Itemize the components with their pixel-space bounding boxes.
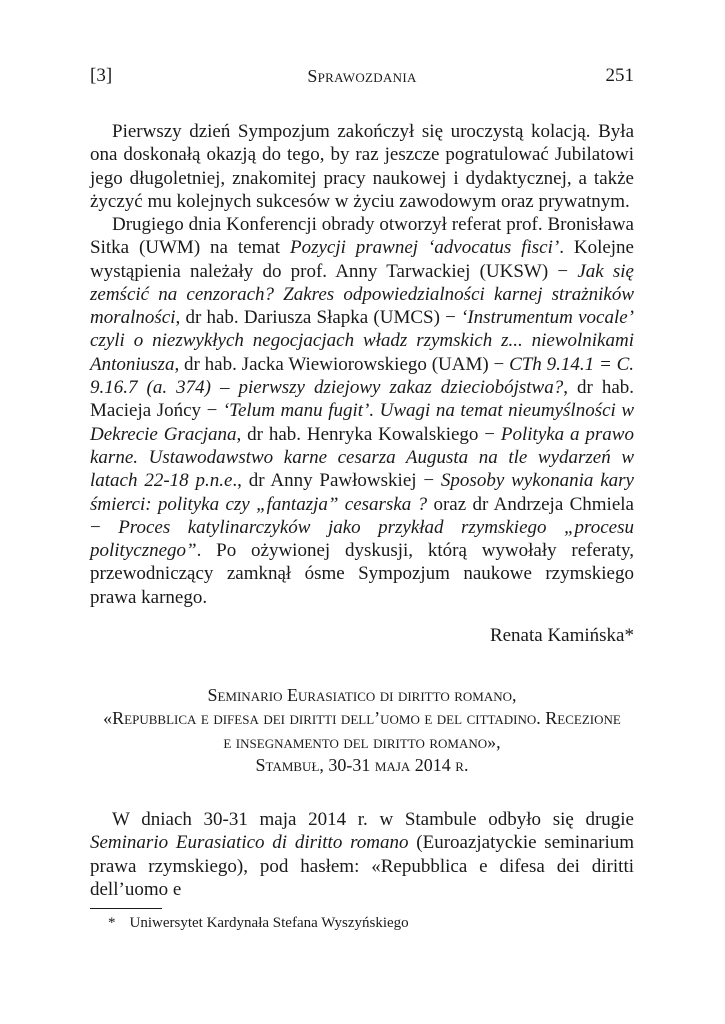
text-run: Drugiego dnia Konferencji obrady otworzył referat prof. Bronisława Sitka (UWM) na temat <box>90 214 634 259</box>
footnote-text: Uniwersytet Kardynała Stefana Wyszyńskiego <box>129 915 409 931</box>
paper-title: Jak się zemścić na cenzorach? Zakres odpowiedzialności karnej strażników moralności <box>90 260 634 329</box>
running-title: Sprawozdania <box>307 66 417 86</box>
paragraph-second-day <box>90 213 634 609</box>
paragraph-closing-dinner <box>90 120 634 213</box>
text-run: (Euroazjatyckie seminarium prawa rzymskiego), pod hasłem: «Repubblica e difesa dei diritti dell’uomo e <box>90 832 635 900</box>
footnote-mark: * <box>108 915 116 931</box>
paper-title: Sposoby wykonania kary śmierci: polityka czy „fantazja” cesarska ? <box>90 470 634 515</box>
paper-title: CTh 9.14.1 = C. 9.16.7 (a. 374) – pierwszy dziejowy zakaz dzieciobójstwa? <box>90 353 635 399</box>
paragraph-text <box>90 808 634 901</box>
paper-title: Pozycji prawnej ‘advocatus fisci’ <box>289 237 560 259</box>
text-run: , dr hab. Henryka Kowalskiego − <box>236 423 501 445</box>
section-number: [3] <box>90 65 113 86</box>
text-run: , dr hab. Macieja Jońcy − <box>90 377 635 422</box>
paper-title: Polityka a prawo karne. Ustawodawstwo karne cesarza Augusta na tle wydarzeń w latach 22-18 p.n.e <box>90 423 634 492</box>
section-heading <box>70 684 654 777</box>
text-run: , dr hab. Dariusza Słapka (UMCS) − <box>175 307 462 329</box>
text-run: . Kolejne wystąpienia należały do prof. Anny Tarwackiej (UKSW) − <box>90 237 634 282</box>
heading-line-4: Stambuł, 30-31 maja 2014 r. <box>255 754 469 775</box>
footnote-rule <box>90 908 162 909</box>
heading-line-1: Seminario Eurasiatico di diritto romano, <box>207 685 517 705</box>
text-run: W dniach 30-31 maja 2014 r. w Stambule odbyło się drugie <box>112 809 634 830</box>
heading-line-2: «Repubblica e difesa dei diritti dell’uomo e del cittadino. Recezione <box>103 708 621 729</box>
seminar-name: Seminario Eurasiatico di diritto romano <box>90 832 409 854</box>
paragraph-text <box>90 213 634 609</box>
text-run: , dr hab. Jacka Wiewiorowskiego (UAM) − <box>174 353 510 375</box>
paragraph-seminar <box>90 808 634 901</box>
running-header <box>90 64 634 88</box>
heading-line-3: e insegnamento del diritto romano», <box>223 731 501 752</box>
paper-title: ‘Instrumentum vocale’ czyli o niezwykłych negocjacjach władz rzymskich z... niewolnikami Antoniusza <box>90 307 634 375</box>
text-run: oraz dr Andrzeja Chmiela − <box>90 493 634 538</box>
paragraph-text: Pierwszy dzień Sympozjum zakończył się uroczystą kolacją. Była ona doskonałą okazją do tego, by raz jeszcze pogratulować Jubilatowi jego długoletniej, znakomitej pracy naukowej i dydaktycznej, a także życzyć mu kolejnych sukcesów w życiu zawodowym oraz prywatnym. <box>90 121 634 212</box>
author-signature: Renata Kamińska* <box>489 625 634 646</box>
text-run: ., dr Anny Pawłowskiej − <box>232 470 441 492</box>
paper-title: Proces katylinarczyków jako przykład rzymskiego „procesu politycznego” <box>90 516 634 562</box>
paper-title: ‘Telum manu fugit’. Uwagi na temat nieumyślności w Dekrecie Gracjana <box>90 400 635 445</box>
page-number: 251 <box>605 65 634 86</box>
footnote <box>108 913 409 933</box>
text-run: . Po ożywionej dyskusji, którą wywołały referaty, przewodniczący zamknął ósme Sympozjum naukowe rzymskiego prawa karnego. <box>90 540 634 608</box>
